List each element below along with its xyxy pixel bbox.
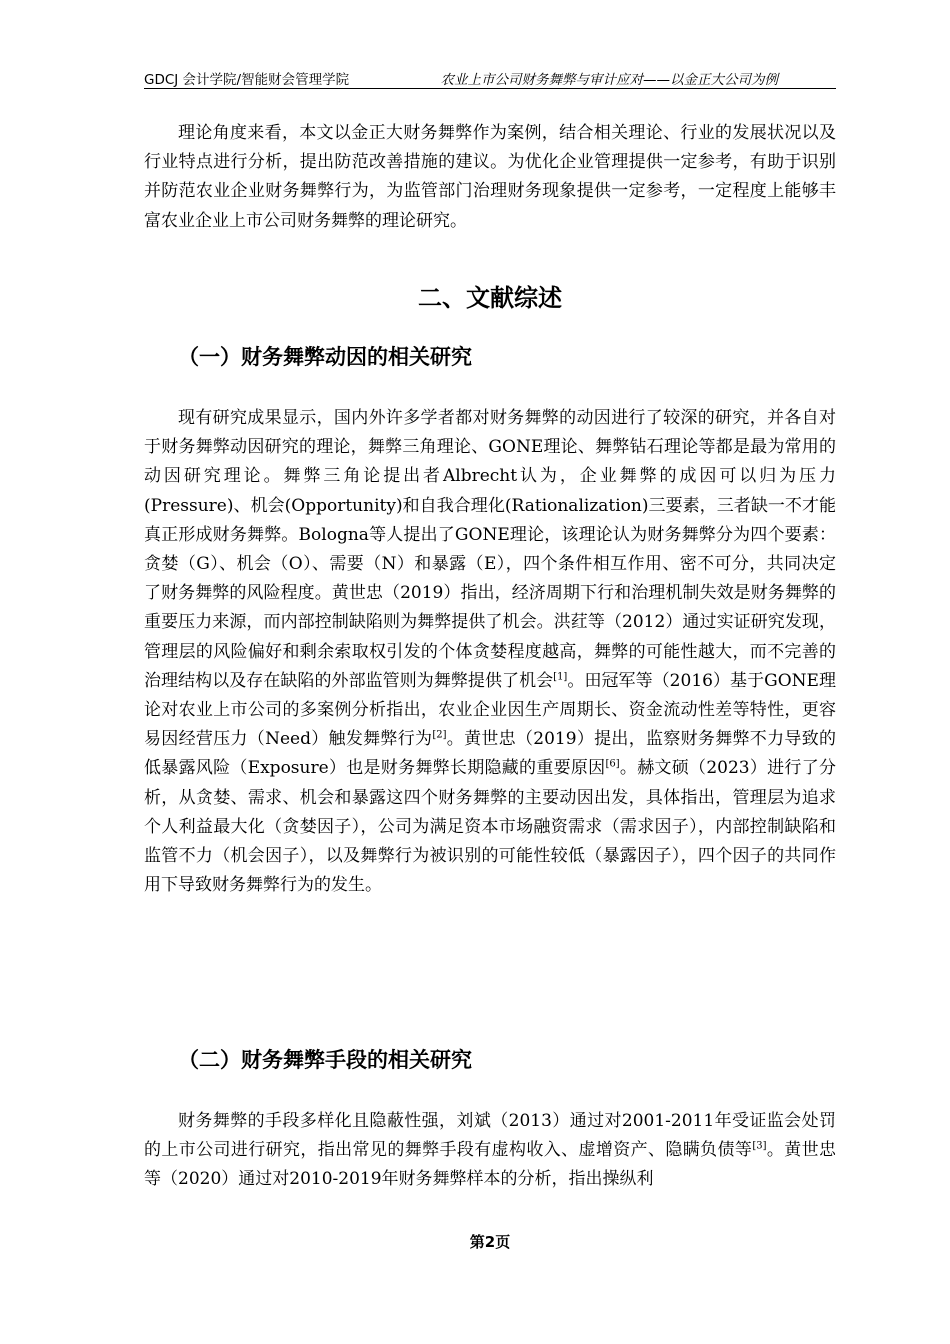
section-title-motives: （一）财务舞弊动因的相关研究 bbox=[178, 345, 472, 369]
citation-3: [3] bbox=[752, 1140, 767, 1152]
motives-text-c: 。黄世忠（2019）提出，监察财务舞弊不力导致的低暴露风险（Exposure）也是财务舞弊长期隐藏的重要原因 bbox=[144, 729, 836, 779]
page-number: 第2页 bbox=[469, 1233, 511, 1251]
citation-2: [2] bbox=[432, 729, 447, 741]
motives-text-b: 。田冠军等（2016）基于GONE理论对农业上市公司的多案例分析指出，农业企业因生产周期长、资金流动性差等特性，更容易因经营压力（Need）触发舞弊行为 bbox=[144, 670, 836, 750]
header-institution: GDCJ 会计学院/智能财会管理学院 bbox=[144, 72, 350, 88]
citation-6: [6] bbox=[605, 758, 620, 770]
section-title-methods: （二）财务舞弊手段的相关研究 bbox=[178, 1048, 472, 1072]
page-header bbox=[144, 66, 836, 89]
motives-text-d: 。赫文硕（2023）进行了分析，从贪婪、需求、机会和暴露这四个财务舞弊的主要动因出发，具体指出，管理层为追求个人利益最大化（贪婪因子），公司为满足资本市场融资需求（需求因子），内部控制缺陷和监管不力（机会因子），以及舞弊行为被识别的可能性较低（暴露因子），四个因子的共同作用下导致财务舞弊行为的发生。 bbox=[144, 758, 836, 896]
intro-paragraph: 理论角度来看，本文以金正大财务舞弊作为案例，结合相关理论、行业的发展状况以及行业特点进行分析，提出防范改善措施的建议。为优化企业管理提供一定参考，有助于识别并防范农业企业财务舞弊行为，为监管部门治理财务现象提供一定参考，一定程度上能够丰富农业企业上市公司财务舞弊的理论研究。 bbox=[144, 123, 836, 231]
motives-text-a: 现有研究成果显示，国内外许多学者都对财务舞弊的动因进行了较深的研究，并各自对于财务舞弊动因研究的理论，舞弊三角理论、GONE理论、舞弊钻石理论等都是最为常用的动因研究理论。舞弊三角论提出者Albrecht认为，企业舞弊的成因可以归为压力(Pressure)、机会(Opportunity)和自我合理化(Rationalization)三要素，三者缺一不才能真正形成财务舞弊。Bologna等人提出了GONE理论，该理论认为财务舞弊分为四个要素：贪婪（G）、机会（O）、需要（N）和暴露（E），四个条件相互作用、密不可分，共同决定了财务舞弊的风险程度。黄世忠（2019）指出，经济周期下行和治理机制失效是财务舞弊的重要压力来源，而内部控制缺陷则为舞弊提供了机会。洪荭等（2012）通过实证研究发现，管理层的风险偏好和剩余索取权引发的个体贪婪程度越高，舞弊的可能性越大，而不完善的治理结构以及存在缺陷的外部监管则为舞弊提供了机会 bbox=[144, 408, 836, 691]
motives-paragraph bbox=[144, 404, 836, 900]
methods-paragraph bbox=[144, 1107, 836, 1195]
methods-text-b: 。黄世忠等（2020）通过对2010-2019年财务舞弊样本的分析，指出操纵利 bbox=[144, 1140, 837, 1190]
methods-text-a: 财务舞弊的手段多样化且隐蔽性强，刘斌（2013）通过对2001-2011年受证监会处罚的上市公司进行研究，指出常见的舞弊手段有虚构收入、虚增资产、隐瞒负债等 bbox=[144, 1111, 836, 1161]
citation-1: [1] bbox=[553, 671, 568, 683]
header-thesis-title: 农业上市公司财务舞弊与审计应对——以金正大公司为例 bbox=[440, 72, 778, 88]
chapter-title: 二、文献综述 bbox=[418, 284, 562, 312]
